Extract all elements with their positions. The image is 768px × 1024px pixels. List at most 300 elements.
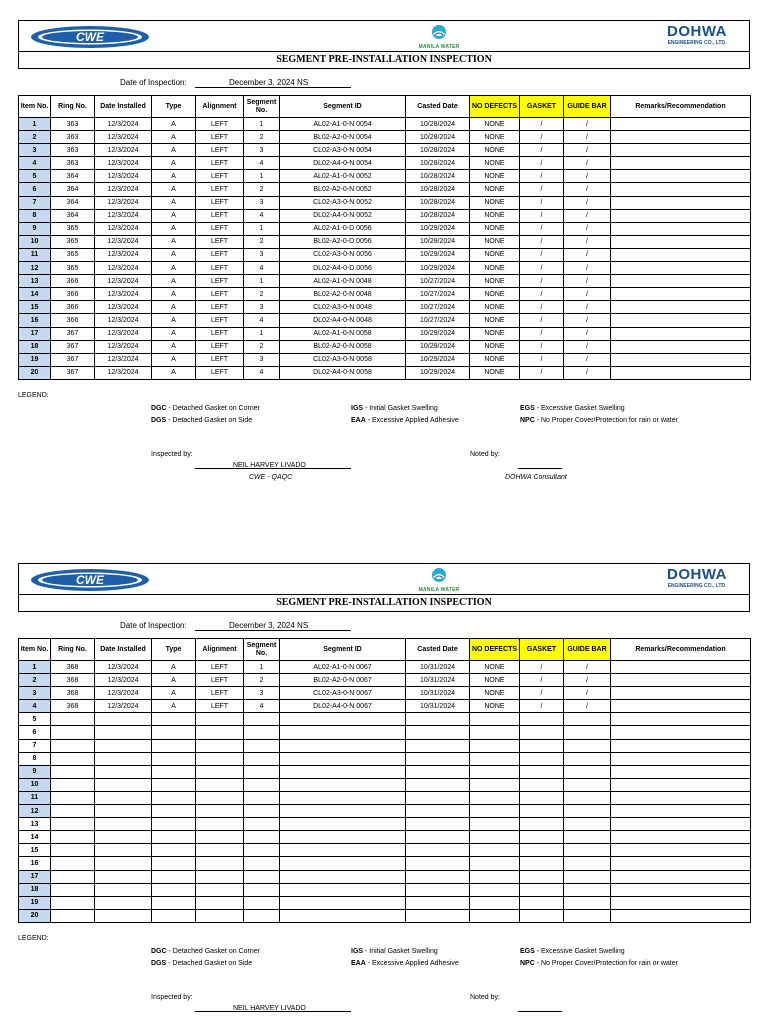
- cell-item-no: 4: [19, 157, 51, 170]
- table-row: [19, 700, 751, 713]
- table-row: [19, 366, 751, 379]
- table-row: [19, 144, 751, 157]
- cell-casted-date: [406, 778, 470, 791]
- cell-no-defects: [470, 726, 520, 739]
- table-row: [19, 687, 751, 700]
- cell-no-defects: NONE: [470, 262, 520, 275]
- table-row: [19, 791, 751, 804]
- table-row: [19, 235, 751, 248]
- cell-casted-date: [406, 791, 470, 804]
- cell-casted-date: 10/29/2024: [406, 327, 470, 340]
- cell-guide-bar: /: [564, 301, 611, 314]
- cell-item-no: 8: [19, 209, 51, 222]
- cell-no-defects: [470, 844, 520, 857]
- cell-ring-no: 366: [51, 275, 95, 288]
- cell-casted-date: 10/31/2024: [406, 674, 470, 687]
- cell-alignment: LEFT: [196, 170, 244, 183]
- cell-remarks: [611, 765, 751, 778]
- cell-ring-no: [51, 896, 95, 909]
- table-row: [19, 765, 751, 778]
- table-row: [19, 275, 751, 288]
- cell-segment-no: 3: [244, 687, 280, 700]
- cell-casted-date: 10/28/2024: [406, 144, 470, 157]
- cell-alignment: [196, 713, 244, 726]
- cell-casted-date: [406, 883, 470, 896]
- cell-item-no: 10: [19, 778, 51, 791]
- cell-gasket: /: [520, 222, 564, 235]
- cell-segment-no: 1: [244, 275, 280, 288]
- date-of-inspection: [18, 612, 750, 638]
- cell-segment-no: [244, 883, 280, 896]
- cell-guide-bar: /: [564, 674, 611, 687]
- cell-remarks: [611, 713, 751, 726]
- cell-segment-id: [280, 857, 406, 870]
- cell-casted-date: 10/29/2024: [406, 262, 470, 275]
- cell-date-installed: 12/3/2024: [95, 353, 152, 366]
- cell-alignment: [196, 896, 244, 909]
- cell-item-no: 20: [19, 909, 51, 922]
- cell-gasket: [520, 844, 564, 857]
- cell-gasket: /: [520, 340, 564, 353]
- cell-segment-id: CL02-A3-0-N 0054: [280, 144, 406, 157]
- cell-item-no: 3: [19, 687, 51, 700]
- table-row: [19, 314, 751, 327]
- cell-date-installed: 12/3/2024: [95, 674, 152, 687]
- cell-remarks: [611, 196, 751, 209]
- cell-segment-id: [280, 713, 406, 726]
- cell-segment-no: 4: [244, 209, 280, 222]
- cell-ring-no: 366: [51, 301, 95, 314]
- cell-no-defects: NONE: [470, 327, 520, 340]
- cell-gasket: /: [520, 235, 564, 248]
- cell-segment-no: 2: [244, 131, 280, 144]
- cell-date-installed: [95, 778, 152, 791]
- inspector-signature-line: [195, 1011, 351, 1012]
- cell-ring-no: [51, 713, 95, 726]
- cell-no-defects: [470, 765, 520, 778]
- cell-type: A: [152, 275, 196, 288]
- cell-type: A: [152, 366, 196, 379]
- cell-guide-bar: [564, 752, 611, 765]
- cell-casted-date: [406, 896, 470, 909]
- cell-alignment: [196, 909, 244, 922]
- date-label: Date of Inspection:: [120, 621, 187, 630]
- cell-no-defects: NONE: [470, 674, 520, 687]
- cell-no-defects: NONE: [470, 209, 520, 222]
- cell-item-no: 1: [19, 661, 51, 674]
- cell-item-no: 12: [19, 805, 51, 818]
- cell-item-no: 15: [19, 844, 51, 857]
- cell-segment-id: BL02-A2-0-N 0054: [280, 131, 406, 144]
- cell-remarks: [611, 831, 751, 844]
- cell-guide-bar: /: [564, 235, 611, 248]
- cell-guide-bar: [564, 739, 611, 752]
- noted-signature-line: [518, 468, 562, 469]
- cell-guide-bar: [564, 791, 611, 804]
- cell-alignment: LEFT: [196, 222, 244, 235]
- cell-gasket: [520, 778, 564, 791]
- cell-guide-bar: [564, 805, 611, 818]
- cell-remarks: [611, 870, 751, 883]
- table-row: [19, 222, 751, 235]
- cell-segment-id: [280, 844, 406, 857]
- cell-segment-no: 2: [244, 235, 280, 248]
- cell-ring-no: 365: [51, 235, 95, 248]
- cell-guide-bar: [564, 857, 611, 870]
- cell-no-defects: NONE: [470, 248, 520, 261]
- cell-guide-bar: [564, 818, 611, 831]
- cell-ring-no: 365: [51, 222, 95, 235]
- cwe-logo-text: CWE: [76, 30, 104, 44]
- cell-alignment: LEFT: [196, 674, 244, 687]
- cell-type: A: [152, 131, 196, 144]
- cell-item-no: 1: [19, 118, 51, 131]
- cell-gasket: /: [520, 118, 564, 131]
- cell-alignment: [196, 857, 244, 870]
- col-header-date-installed: Date Installed: [95, 96, 152, 118]
- cell-date-installed: [95, 752, 152, 765]
- col-header-no-defects: NO DEFECTS: [470, 639, 520, 661]
- date-value: December 3, 2024 NS: [195, 78, 351, 88]
- cell-segment-id: CL02-A3-0-N 0067: [280, 687, 406, 700]
- date-of-inspection: [18, 69, 750, 95]
- cell-type: A: [152, 157, 196, 170]
- col-header-segment-no: Segment No.: [244, 96, 280, 118]
- cell-segment-id: DL02-A4-0-N 0048: [280, 314, 406, 327]
- inspector-name: NEIL HARVEY LIVADO: [233, 461, 306, 469]
- cell-type: A: [152, 314, 196, 327]
- cell-item-no: 13: [19, 818, 51, 831]
- cell-no-defects: [470, 896, 520, 909]
- cell-gasket: [520, 896, 564, 909]
- cell-type: [152, 765, 196, 778]
- cell-gasket: /: [520, 131, 564, 144]
- cell-casted-date: 10/31/2024: [406, 687, 470, 700]
- cell-casted-date: 10/28/2024: [406, 196, 470, 209]
- cell-casted-date: 10/29/2024: [406, 340, 470, 353]
- cell-type: A: [152, 222, 196, 235]
- cell-date-installed: 12/3/2024: [95, 327, 152, 340]
- cell-segment-id: DL02-A4-0-N 0052: [280, 209, 406, 222]
- cell-alignment: [196, 831, 244, 844]
- cell-type: [152, 909, 196, 922]
- cell-segment-no: 1: [244, 118, 280, 131]
- cell-date-installed: 12/3/2024: [95, 340, 152, 353]
- cell-segment-no: [244, 713, 280, 726]
- cell-segment-id: [280, 909, 406, 922]
- legend-dgc: DGC - Detached Gasket on Corner: [151, 404, 260, 412]
- cell-gasket: [520, 791, 564, 804]
- table-row: [19, 778, 751, 791]
- cell-type: A: [152, 183, 196, 196]
- cell-gasket: /: [520, 353, 564, 366]
- cell-segment-id: BL02-A2-0-N 0052: [280, 183, 406, 196]
- cell-remarks: [611, 844, 751, 857]
- cell-gasket: [520, 765, 564, 778]
- cell-gasket: /: [520, 196, 564, 209]
- cwe-logo-text: CWE: [76, 573, 104, 587]
- cell-segment-id: CL02-A3-0-N 0058: [280, 353, 406, 366]
- cell-no-defects: NONE: [470, 235, 520, 248]
- cell-remarks: [611, 791, 751, 804]
- cell-guide-bar: /: [564, 687, 611, 700]
- cell-guide-bar: [564, 883, 611, 896]
- cell-type: A: [152, 170, 196, 183]
- cell-date-installed: 12/3/2024: [95, 288, 152, 301]
- cell-gasket: /: [520, 687, 564, 700]
- cell-guide-bar: [564, 726, 611, 739]
- cell-no-defects: [470, 739, 520, 752]
- cell-type: [152, 896, 196, 909]
- cell-ring-no: 367: [51, 327, 95, 340]
- cell-no-defects: NONE: [470, 131, 520, 144]
- cell-segment-id: AL02-A1-0-N 0058: [280, 327, 406, 340]
- cell-casted-date: 10/28/2024: [406, 170, 470, 183]
- legend-eaa: EAA - Excessive Applied Adhesive: [351, 959, 459, 967]
- cell-remarks: [611, 235, 751, 248]
- cell-type: [152, 870, 196, 883]
- cell-remarks: [611, 288, 751, 301]
- cell-date-installed: [95, 831, 152, 844]
- cell-gasket: [520, 752, 564, 765]
- cell-casted-date: [406, 909, 470, 922]
- cell-guide-bar: /: [564, 327, 611, 340]
- cell-no-defects: [470, 909, 520, 922]
- inspector-signature-line: [195, 468, 351, 469]
- cell-casted-date: [406, 713, 470, 726]
- cell-alignment: [196, 752, 244, 765]
- cell-date-installed: [95, 726, 152, 739]
- cell-item-no: 2: [19, 674, 51, 687]
- inspection-sheet-2: [18, 563, 750, 1013]
- cell-date-installed: 12/3/2024: [95, 144, 152, 157]
- cell-date-installed: 12/3/2024: [95, 222, 152, 235]
- col-header-remarks: Remarks/Recommendation: [611, 639, 751, 661]
- cell-remarks: [611, 248, 751, 261]
- cell-segment-no: 4: [244, 366, 280, 379]
- cell-date-installed: 12/3/2024: [95, 687, 152, 700]
- cell-type: [152, 726, 196, 739]
- col-header-segment-no: Segment No.: [244, 639, 280, 661]
- table-row: [19, 909, 751, 922]
- cell-alignment: LEFT: [196, 196, 244, 209]
- cell-type: [152, 883, 196, 896]
- table-row: [19, 661, 751, 674]
- cell-item-no: 14: [19, 288, 51, 301]
- col-header-gasket: GASKET: [520, 639, 564, 661]
- cell-gasket: [520, 883, 564, 896]
- cell-segment-id: [280, 818, 406, 831]
- table-row: [19, 262, 751, 275]
- cell-alignment: LEFT: [196, 661, 244, 674]
- cell-remarks: [611, 752, 751, 765]
- cell-remarks: [611, 353, 751, 366]
- cell-segment-no: 4: [244, 314, 280, 327]
- cell-date-installed: 12/3/2024: [95, 700, 152, 713]
- cell-type: A: [152, 262, 196, 275]
- cell-alignment: LEFT: [196, 275, 244, 288]
- table-row: [19, 131, 751, 144]
- cell-item-no: 15: [19, 301, 51, 314]
- cell-segment-no: [244, 726, 280, 739]
- cell-item-no: 2: [19, 131, 51, 144]
- col-header-type: Type: [152, 639, 196, 661]
- cell-segment-no: 3: [244, 196, 280, 209]
- cell-no-defects: NONE: [470, 275, 520, 288]
- cell-remarks: [611, 909, 751, 922]
- cell-segment-id: [280, 739, 406, 752]
- col-header-type: Type: [152, 96, 196, 118]
- table-row: [19, 209, 751, 222]
- cell-segment-no: 4: [244, 157, 280, 170]
- cell-date-installed: 12/3/2024: [95, 661, 152, 674]
- cell-no-defects: [470, 857, 520, 870]
- cell-no-defects: [470, 791, 520, 804]
- cell-guide-bar: /: [564, 118, 611, 131]
- table-row: [19, 288, 751, 301]
- cell-segment-no: [244, 778, 280, 791]
- cell-date-installed: [95, 896, 152, 909]
- cell-segment-no: 1: [244, 327, 280, 340]
- legend-eaa: EAA - Excessive Applied Adhesive: [351, 416, 459, 424]
- cell-no-defects: [470, 818, 520, 831]
- cell-ring-no: 368: [51, 674, 95, 687]
- cell-date-installed: 12/3/2024: [95, 183, 152, 196]
- cell-guide-bar: /: [564, 157, 611, 170]
- cell-segment-id: DL02-A4-0-N 0067: [280, 700, 406, 713]
- cell-remarks: [611, 144, 751, 157]
- table-row: [19, 805, 751, 818]
- cell-segment-no: 3: [244, 248, 280, 261]
- table-row: [19, 870, 751, 883]
- cell-ring-no: [51, 752, 95, 765]
- manila-water-text: MANILA WATER: [418, 587, 460, 593]
- cell-segment-no: [244, 909, 280, 922]
- cell-guide-bar: /: [564, 222, 611, 235]
- legend-dgs: DGS - Detached Gasket on Side: [151, 416, 253, 424]
- cell-item-no: 9: [19, 765, 51, 778]
- cell-item-no: 14: [19, 831, 51, 844]
- cell-gasket: /: [520, 288, 564, 301]
- cell-segment-id: BL02-A2-0-N 0058: [280, 340, 406, 353]
- cell-item-no: 6: [19, 726, 51, 739]
- cell-type: [152, 818, 196, 831]
- cell-guide-bar: /: [564, 340, 611, 353]
- cell-no-defects: NONE: [470, 118, 520, 131]
- col-header-alignment: Alignment: [196, 639, 244, 661]
- cell-segment-id: BL02-A2-0-N 0048: [280, 288, 406, 301]
- cell-remarks: [611, 700, 751, 713]
- cell-alignment: [196, 844, 244, 857]
- cell-no-defects: NONE: [470, 222, 520, 235]
- inspected-by-label: Inspected by:: [151, 450, 193, 458]
- cell-type: A: [152, 661, 196, 674]
- dohwa-name: DOHWA: [667, 566, 727, 583]
- cell-casted-date: [406, 752, 470, 765]
- cell-guide-bar: /: [564, 248, 611, 261]
- cell-alignment: LEFT: [196, 353, 244, 366]
- cell-alignment: LEFT: [196, 327, 244, 340]
- table-row: [19, 896, 751, 909]
- table-row: [19, 248, 751, 261]
- cell-remarks: [611, 857, 751, 870]
- legend-npc: NPC - No Proper Cover/Protection for rain or water: [520, 959, 678, 967]
- legend-egs: EGS - Excessive Gasket Swelling: [520, 404, 625, 412]
- cell-type: A: [152, 118, 196, 131]
- cell-type: A: [152, 327, 196, 340]
- cell-segment-no: [244, 791, 280, 804]
- cell-date-installed: [95, 739, 152, 752]
- cell-remarks: [611, 275, 751, 288]
- manila-water-text: MANILA WATER: [418, 44, 460, 50]
- cell-casted-date: 10/29/2024: [406, 248, 470, 261]
- cell-type: [152, 739, 196, 752]
- cell-remarks: [611, 674, 751, 687]
- page-title: SEGMENT PRE-INSTALLATION INSPECTION: [18, 52, 750, 69]
- cell-casted-date: 10/29/2024: [406, 222, 470, 235]
- manila-water-logo: [411, 24, 467, 52]
- cell-guide-bar: /: [564, 131, 611, 144]
- cell-gasket: /: [520, 262, 564, 275]
- cell-ring-no: [51, 765, 95, 778]
- cell-no-defects: NONE: [470, 157, 520, 170]
- cell-no-defects: NONE: [470, 366, 520, 379]
- dohwa-subtitle: ENGINEERING CO., LTD.: [667, 583, 727, 589]
- cell-segment-id: [280, 870, 406, 883]
- cell-remarks: [611, 739, 751, 752]
- cell-date-installed: 12/3/2024: [95, 235, 152, 248]
- cell-casted-date: [406, 831, 470, 844]
- legend-igs: IGS - Initial Gasket Swelling: [351, 404, 438, 412]
- cell-alignment: LEFT: [196, 118, 244, 131]
- cell-item-no: 6: [19, 183, 51, 196]
- cell-guide-bar: /: [564, 196, 611, 209]
- cell-item-no: 3: [19, 144, 51, 157]
- legend: [18, 380, 750, 481]
- cell-alignment: LEFT: [196, 700, 244, 713]
- cell-casted-date: 10/28/2024: [406, 209, 470, 222]
- cell-ring-no: 364: [51, 183, 95, 196]
- cell-remarks: [611, 183, 751, 196]
- cell-casted-date: 10/29/2024: [406, 235, 470, 248]
- cell-no-defects: [470, 778, 520, 791]
- table-row: [19, 183, 751, 196]
- cell-no-defects: NONE: [470, 700, 520, 713]
- cell-guide-bar: [564, 831, 611, 844]
- cell-date-installed: [95, 805, 152, 818]
- table-row: [19, 752, 751, 765]
- cell-date-installed: [95, 909, 152, 922]
- cell-alignment: [196, 726, 244, 739]
- inspection-table: [18, 95, 751, 380]
- cell-item-no: 10: [19, 235, 51, 248]
- dohwa-subtitle: ENGINEERING CO., LTD.: [667, 40, 727, 46]
- cell-ring-no: [51, 844, 95, 857]
- cell-alignment: LEFT: [196, 301, 244, 314]
- table-row: [19, 857, 751, 870]
- cell-casted-date: [406, 857, 470, 870]
- cell-gasket: [520, 726, 564, 739]
- col-header-remarks: Remarks/Recommendation: [611, 96, 751, 118]
- cell-item-no: 12: [19, 262, 51, 275]
- cell-alignment: LEFT: [196, 340, 244, 353]
- cell-gasket: /: [520, 275, 564, 288]
- cell-date-installed: [95, 713, 152, 726]
- legend-egs: EGS - Excessive Gasket Swelling: [520, 947, 625, 955]
- cell-casted-date: 10/28/2024: [406, 131, 470, 144]
- cell-item-no: 18: [19, 340, 51, 353]
- cell-remarks: [611, 209, 751, 222]
